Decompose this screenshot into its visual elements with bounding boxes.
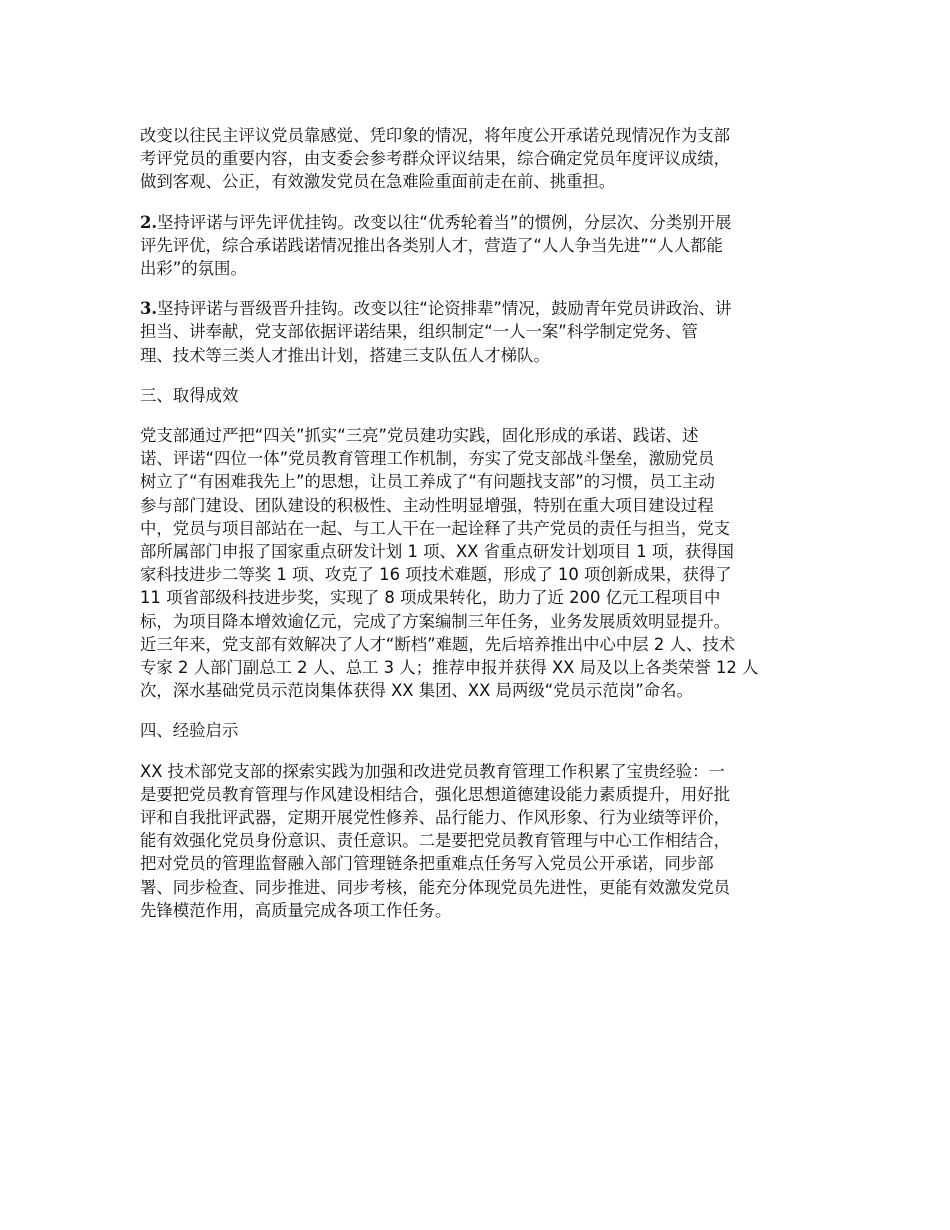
document-body bbox=[140, 124, 812, 939]
section-heading-results: 三、取得成效 bbox=[140, 385, 239, 405]
paragraph-evaluation-intro bbox=[140, 124, 812, 194]
text-line: 党支部通过严把“四关”抓实“三亮”党员建功实践，固化形成的承诺、践诺、述 bbox=[140, 426, 699, 446]
list-number: 3. bbox=[140, 299, 158, 319]
text-line: 诺、评诺“四位一体”党员教育管理工作机制，夯实了党支部战斗堡垒，激励党员 bbox=[140, 449, 715, 469]
paragraph-point-3 bbox=[140, 297, 812, 367]
text-line: XX 技术部党支部的探索实践为加强和改进党员教育管理工作积累了宝贵经验：一 bbox=[140, 761, 725, 781]
text-line: 部所属部门申报了国家重点研发计划 1 项、XX 省重点研发计划项目 1 项，获得国 bbox=[140, 542, 734, 562]
text-line bbox=[140, 297, 812, 320]
text-line: 出彩”的氛围。 bbox=[140, 259, 247, 279]
list-number: 2. bbox=[140, 212, 158, 232]
paragraph-lessons bbox=[140, 760, 812, 922]
text-line: 次，深水基础党员示范岗集体获得 XX 集团、XX 局两级“党员示范岗”命名。 bbox=[140, 681, 693, 701]
text-line: 是要把党员教育管理与作风建设相结合，强化思想道德建设能力素质提升，用好批 bbox=[140, 784, 731, 804]
text-line bbox=[140, 211, 812, 234]
text-line: 担当、讲奉献，党支部依据评诺结果，组织制定“一人一案”科学制定党务、管 bbox=[140, 322, 698, 342]
text-line: 把对党员的管理监督融入部门管理链条把重难点任务写入党员公开承诺，同步部 bbox=[140, 854, 714, 874]
section-heading-lessons: 四、经验启示 bbox=[140, 721, 239, 741]
text-line: 标，为项目降本增效逾亿元，完成了方案编制三年任务，业务发展质效明显提升。 bbox=[140, 611, 731, 631]
text-line: 家科技进步二等奖 1 项、攻克了 16 项技术难题，形成了 10 项创新成果，获得了 bbox=[140, 565, 732, 585]
text-line: 先锋模范作用，高质量完成各项工作任务。 bbox=[140, 900, 452, 920]
text-line: 参与部门建设、团队建设的积极性、主动性明显增强，特别在重大项目建设过程 bbox=[140, 495, 714, 515]
text-line: 署、同步检查、同步推进、同步考核，能充分体现党员先进性，更能有效激发党员 bbox=[140, 877, 731, 897]
text-line: 能有效强化党员身份意识、责任意识。二是要把党员教育管理与中心工作相结合， bbox=[140, 831, 731, 851]
text-line-body: 坚持评诺与晋级晋升挂钩。改变以往“论资排辈”情况，鼓励青年党员讲政治、讲 bbox=[157, 299, 732, 319]
text-line: 评和自我批评武器，定期开展党性修养、品行能力、作风形象、行为业绩等评价， bbox=[140, 808, 731, 828]
text-line: 树立了“有困难我先上”的思想，让员工养成了“有问题找支部”的习惯，员工主动 bbox=[140, 472, 715, 492]
text-line: 专家 2 人部门副总工 2 人、总工 3 人；推荐申报并获得 XX 局及以上各类荣誉 12 人 bbox=[140, 658, 759, 678]
text-line: 理、技术等三类人才推出计划，搭建三支队伍人才梯队。 bbox=[140, 345, 550, 365]
text-line-body: 坚持评诺与评先评优挂钩。改变以往“优秀轮着当”的惯例，分层次、分类别开展 bbox=[157, 212, 732, 232]
text-line: 11 项省部级科技进步奖，实现了 8 项成果转化，助力了近 200 亿元工程项目中 bbox=[140, 588, 721, 608]
text-line: 做到客观、公正，有效激发党员在急难险重面前走在前、挑重担。 bbox=[140, 172, 616, 192]
text-line: 评先评优，综合承诺践诺情况推出各类别人才，营造了“人人争当先进”“人人都能 bbox=[140, 235, 723, 255]
paragraph-results bbox=[140, 424, 812, 702]
text-line: 改变以往民主评议党员靠感觉、凭印象的情况，将年度公开承诺兑现情况作为支部 bbox=[140, 126, 731, 145]
text-line: 近三年来，党支部有效解决了人才“断档”难题，先后培养推出中心中层 2 人、技术 bbox=[140, 634, 736, 654]
text-line: 考评党员的重要内容，由支委会参考群众评议结果，综合确定党员年度评议成绩， bbox=[140, 149, 731, 169]
text-line: 中，党员与项目部站在一起、与工人干在一起诠释了共产党员的责任与担当，党支 bbox=[140, 518, 731, 538]
paragraph-point-2 bbox=[140, 211, 812, 281]
